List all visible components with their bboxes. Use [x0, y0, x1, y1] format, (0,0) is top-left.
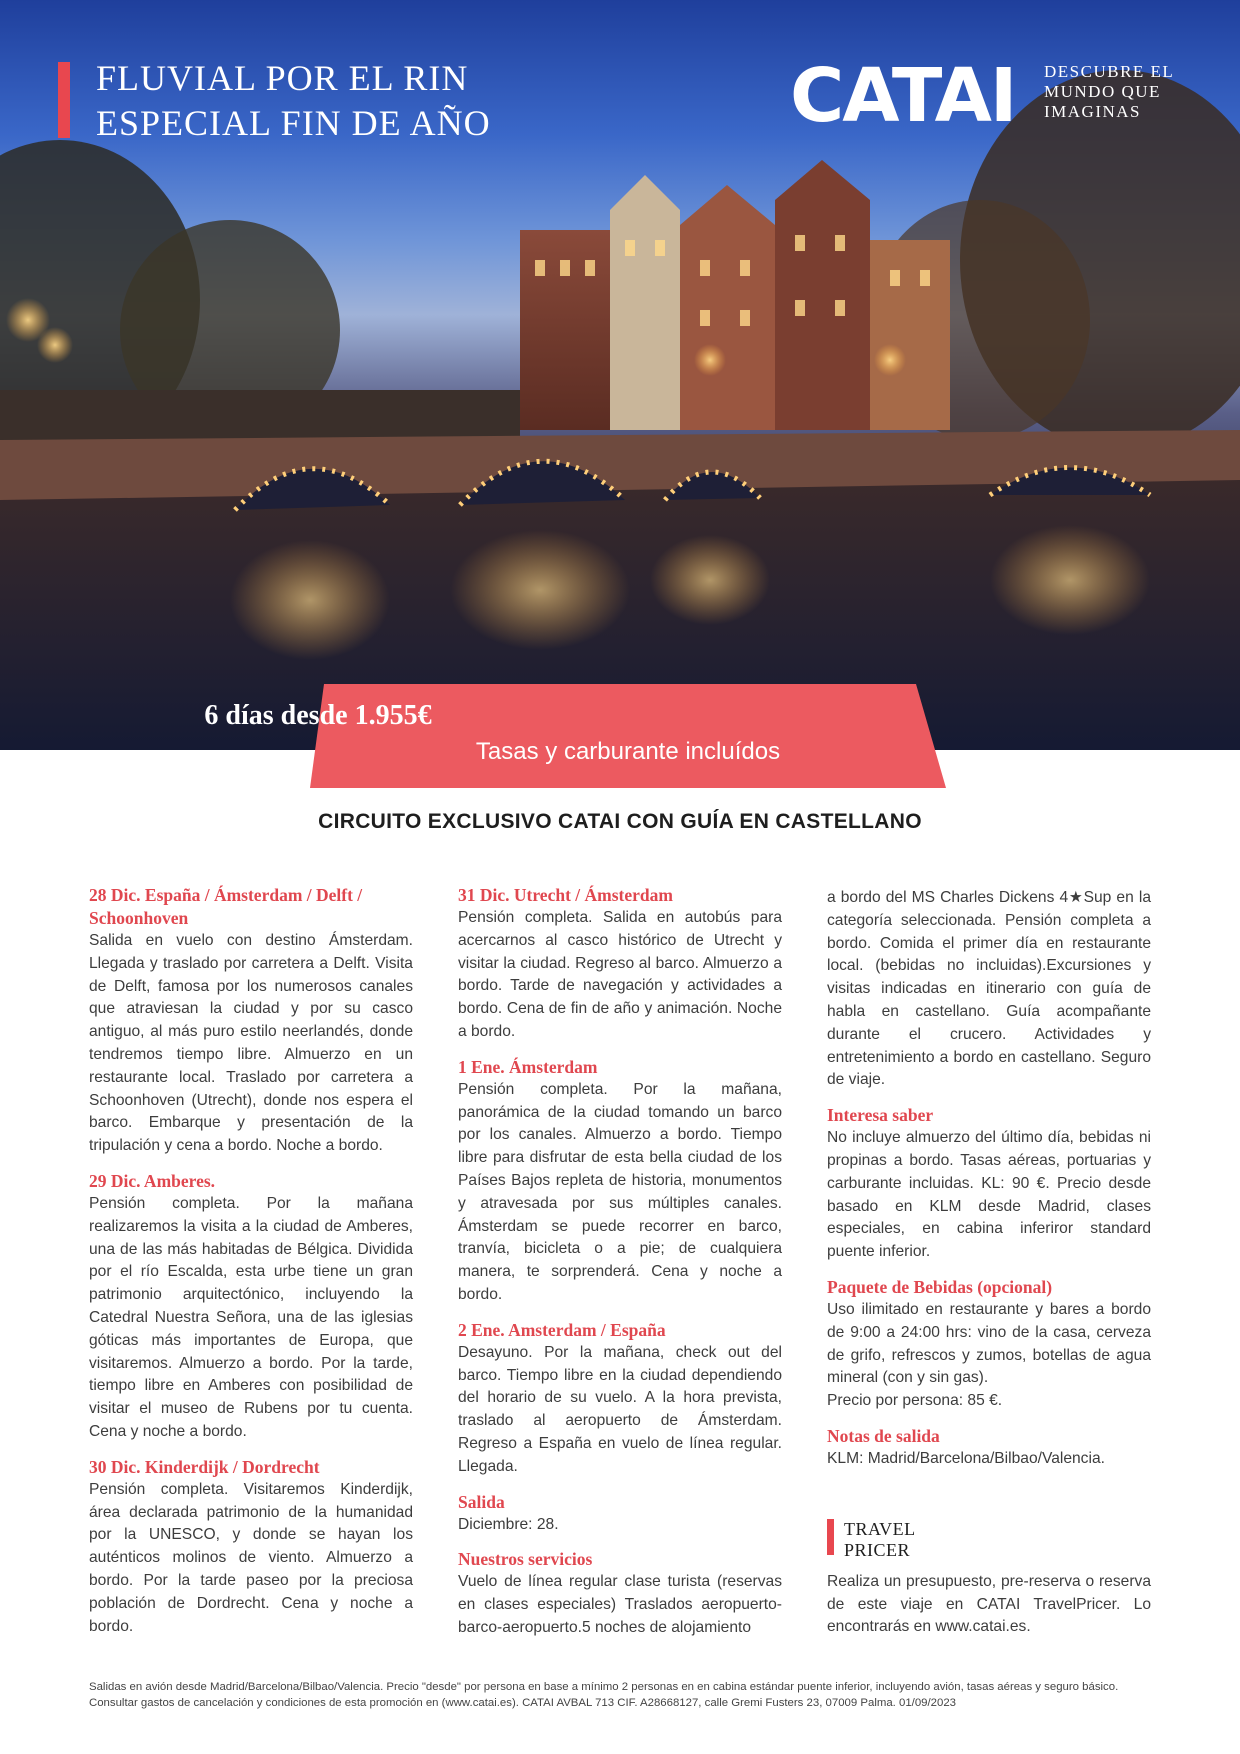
day-heading: 1 Ene. Ámsterdam	[458, 1056, 598, 1077]
day-heading: 30 Dic. Kinderdijk / Dordrecht	[89, 1456, 320, 1477]
services-text-part-2: a bordo del MS Charles Dickens 4★Sup en la categoría seleccionada. Pensión completa a bordo. Comida el primer día en restaurante local. (bebidas no incluidas).Excursiones y visitas indicadas en itinerario con guía de habla en castellano. Guía acompañante durante el crucero. Actividades y entretenimiento a bordo en castellano. Seguro de viaje.	[827, 889, 1151, 1089]
services-text-part-1: Vuelo de línea regular clase turista (reservas en clases especiales) Traslados aeropuerto-barco-aeropuerto.5 noches de alojamiento	[458, 1573, 782, 1636]
day-text: Pensión completa. Por la mañana, panorámica de la ciudad tomando un barco por los canales. Almuerzo a bordo. Tiempo libre para disfrutar de esta bella ciudad de los Países Bajos repleta de historia, monumentos y atravesada por sus múltiples canales. Ámsterdam se puede recorrer en barco, tranvía, bicicleta o a pie; de cualquiera manera, te sorprenderá. Cena y noche a bordo.	[458, 1080, 782, 1303]
title-accent-bar	[58, 62, 70, 138]
day-text: Pensión completa. Visitaremos Kinderdijk, área declarada patrimonio de la humanidad por la UNESCO, y donde se hayan los auténticos molinos de viento. Almuerzo a bordo. Por la tarde paseo por la preciosa población de Dordrecht. Cena y noche a bordo.	[89, 1480, 413, 1635]
interesa-text: No incluye almuerzo del último día, bebidas ni propinas a bordo. Tasas aéreas, portuarias y carburante incluidas. KL: 90 €. Precio desde basado en KLM desde Madrid, clases especiales, en cabina inferiror standard puente inferior.	[827, 1129, 1151, 1261]
salida-text: Diciembre: 28.	[458, 1515, 559, 1533]
price-headline: 6 días desde 1.955€	[204, 700, 432, 731]
travel-pricer-logo	[844, 1519, 1151, 1561]
bebidas-text: Uso ilimitado en restaurante y bares a bordo de 9:00 a 24:00 hrs: vino de la casa, cerveza de grifo, refrescos y zumos, botellas de agua mineral (con y sin gas).	[827, 1300, 1151, 1387]
tagline-line-1: DESCUBRE EL	[1044, 62, 1175, 81]
travel-pricer-line-2: PRICER	[844, 1539, 911, 1560]
tagline-line-2: MUNDO QUE	[1044, 82, 1161, 101]
bebidas-heading: Paquete de Bebidas (opcional)	[827, 1276, 1053, 1297]
legal-footer: Salidas en avión desde Madrid/Barcelona/Bilbao/Valencia. Precio "desde" por persona en base a mínimo 2 personas en en cabina estándar puente inferior, incluyendo avión, tasas aéreas y seguro básico. Consultar gastos de cancelación y condiciones de esta promoción en (www.catai.es). CATAI AVBAL 713 CIF. A28668127, calle Gremi Fusters 23, 07009 Palma. 01/09/2023	[89, 1681, 1119, 1709]
notas-text: KLM: Madrid/Barcelona/Bilbao/Valencia.	[827, 1449, 1105, 1467]
interesa-heading: Interesa saber	[827, 1105, 934, 1126]
circuit-title: CIRCUITO EXCLUSIVO CATAI CON GUÍA EN CASTELLANO	[318, 810, 922, 833]
day-heading: 28 Dic. España / Ámsterdam / Delft / Schoonhoven	[89, 885, 363, 928]
services-heading: Nuestros servicios	[458, 1549, 593, 1570]
notas-heading: Notas de salida	[827, 1425, 940, 1446]
day-text: Desayuno. Por la mañana, check out del barco. Tiempo libre en la ciudad dependiendo del horario de su vuelo. A la hora prevista, traslado al aeropuerto de Ámsterdam. Regreso a España en vuelo de línea regular. Llegada.	[458, 1343, 782, 1475]
travel-pricer-line-1: TRAVEL	[844, 1518, 916, 1539]
itinerary-column-1	[89, 884, 413, 1650]
tagline-line-3: IMAGINAS	[1044, 102, 1141, 121]
day-heading: 31 Dic. Utrecht / Ámsterdam	[458, 885, 673, 905]
info-column-3	[827, 887, 1151, 1651]
day-text: Pensión completa. Salida en autobús para acercarnos al casco histórico de Utrecht y visitar la ciudad. Regreso al barco. Almuerzo a bordo. Tarde de navegación y actividades a bordo. Cena de fin de año y animación. Noche a bordo.	[458, 909, 782, 1040]
salida-heading: Salida	[458, 1491, 505, 1512]
bebidas-price: Precio por persona: 85 €.	[827, 1392, 1003, 1410]
travel-pricer-block	[827, 1519, 1151, 1639]
price-subline: Tasas y carburante incluídos	[475, 738, 781, 765]
catai-logo: CATAI	[790, 53, 1016, 139]
travel-pricer-accent-bar	[827, 1519, 834, 1555]
page-title	[96, 56, 491, 146]
title-line-2: ESPECIAL FIN DE AÑO	[96, 103, 491, 143]
itinerary-column-2	[458, 884, 782, 1652]
day-heading: 2 Ene. Amsterdam / España	[458, 1319, 666, 1340]
day-heading: 29 Dic. Amberes.	[89, 1170, 216, 1191]
title-line-1: FLUVIAL POR EL RIN	[96, 58, 469, 98]
day-text: Salida en vuelo con destino Ámsterdam. Llegada y traslado por carretera a Delft. Visita de Delft, famosa por los numerosos canales que atraviesan la ciudad y por su casco antiguo, al más puro estilo neerlandés, donde tendremos tiempo libre. Almuerzo en un restaurante local. Traslado por carretera a Schoonhoven (Utrecht), donde nos espera el barco. Embarque y presentación de la tripulación y cena a bordo. Noche a bordo.	[89, 932, 413, 1155]
travel-pricer-text: Realiza un presupuesto, pre-reserva o reserva de este viaje en CATAI TravelPricer. Lo encontrarás en www.catai.es.	[827, 1572, 1151, 1636]
day-text: Pensión completa. Por la mañana realizaremos la visita a la ciudad de Amberes, una de las más habitadas de Bélgica. Dividida por el río Escalda, esta urbe tiene un gran patrimonio arquitectónico, incluyendo la Catedral Nuestra Señora, una de las iglesias góticas más importantes de Europa, que visitaremos. Almuerzo a bordo. Por la tarde, tiempo libre en Amberes con posibilidad de visitar el museo de Rubens por tu cuenta. Cena y noche a bordo.	[89, 1194, 413, 1440]
brand-tagline	[1044, 62, 1174, 122]
